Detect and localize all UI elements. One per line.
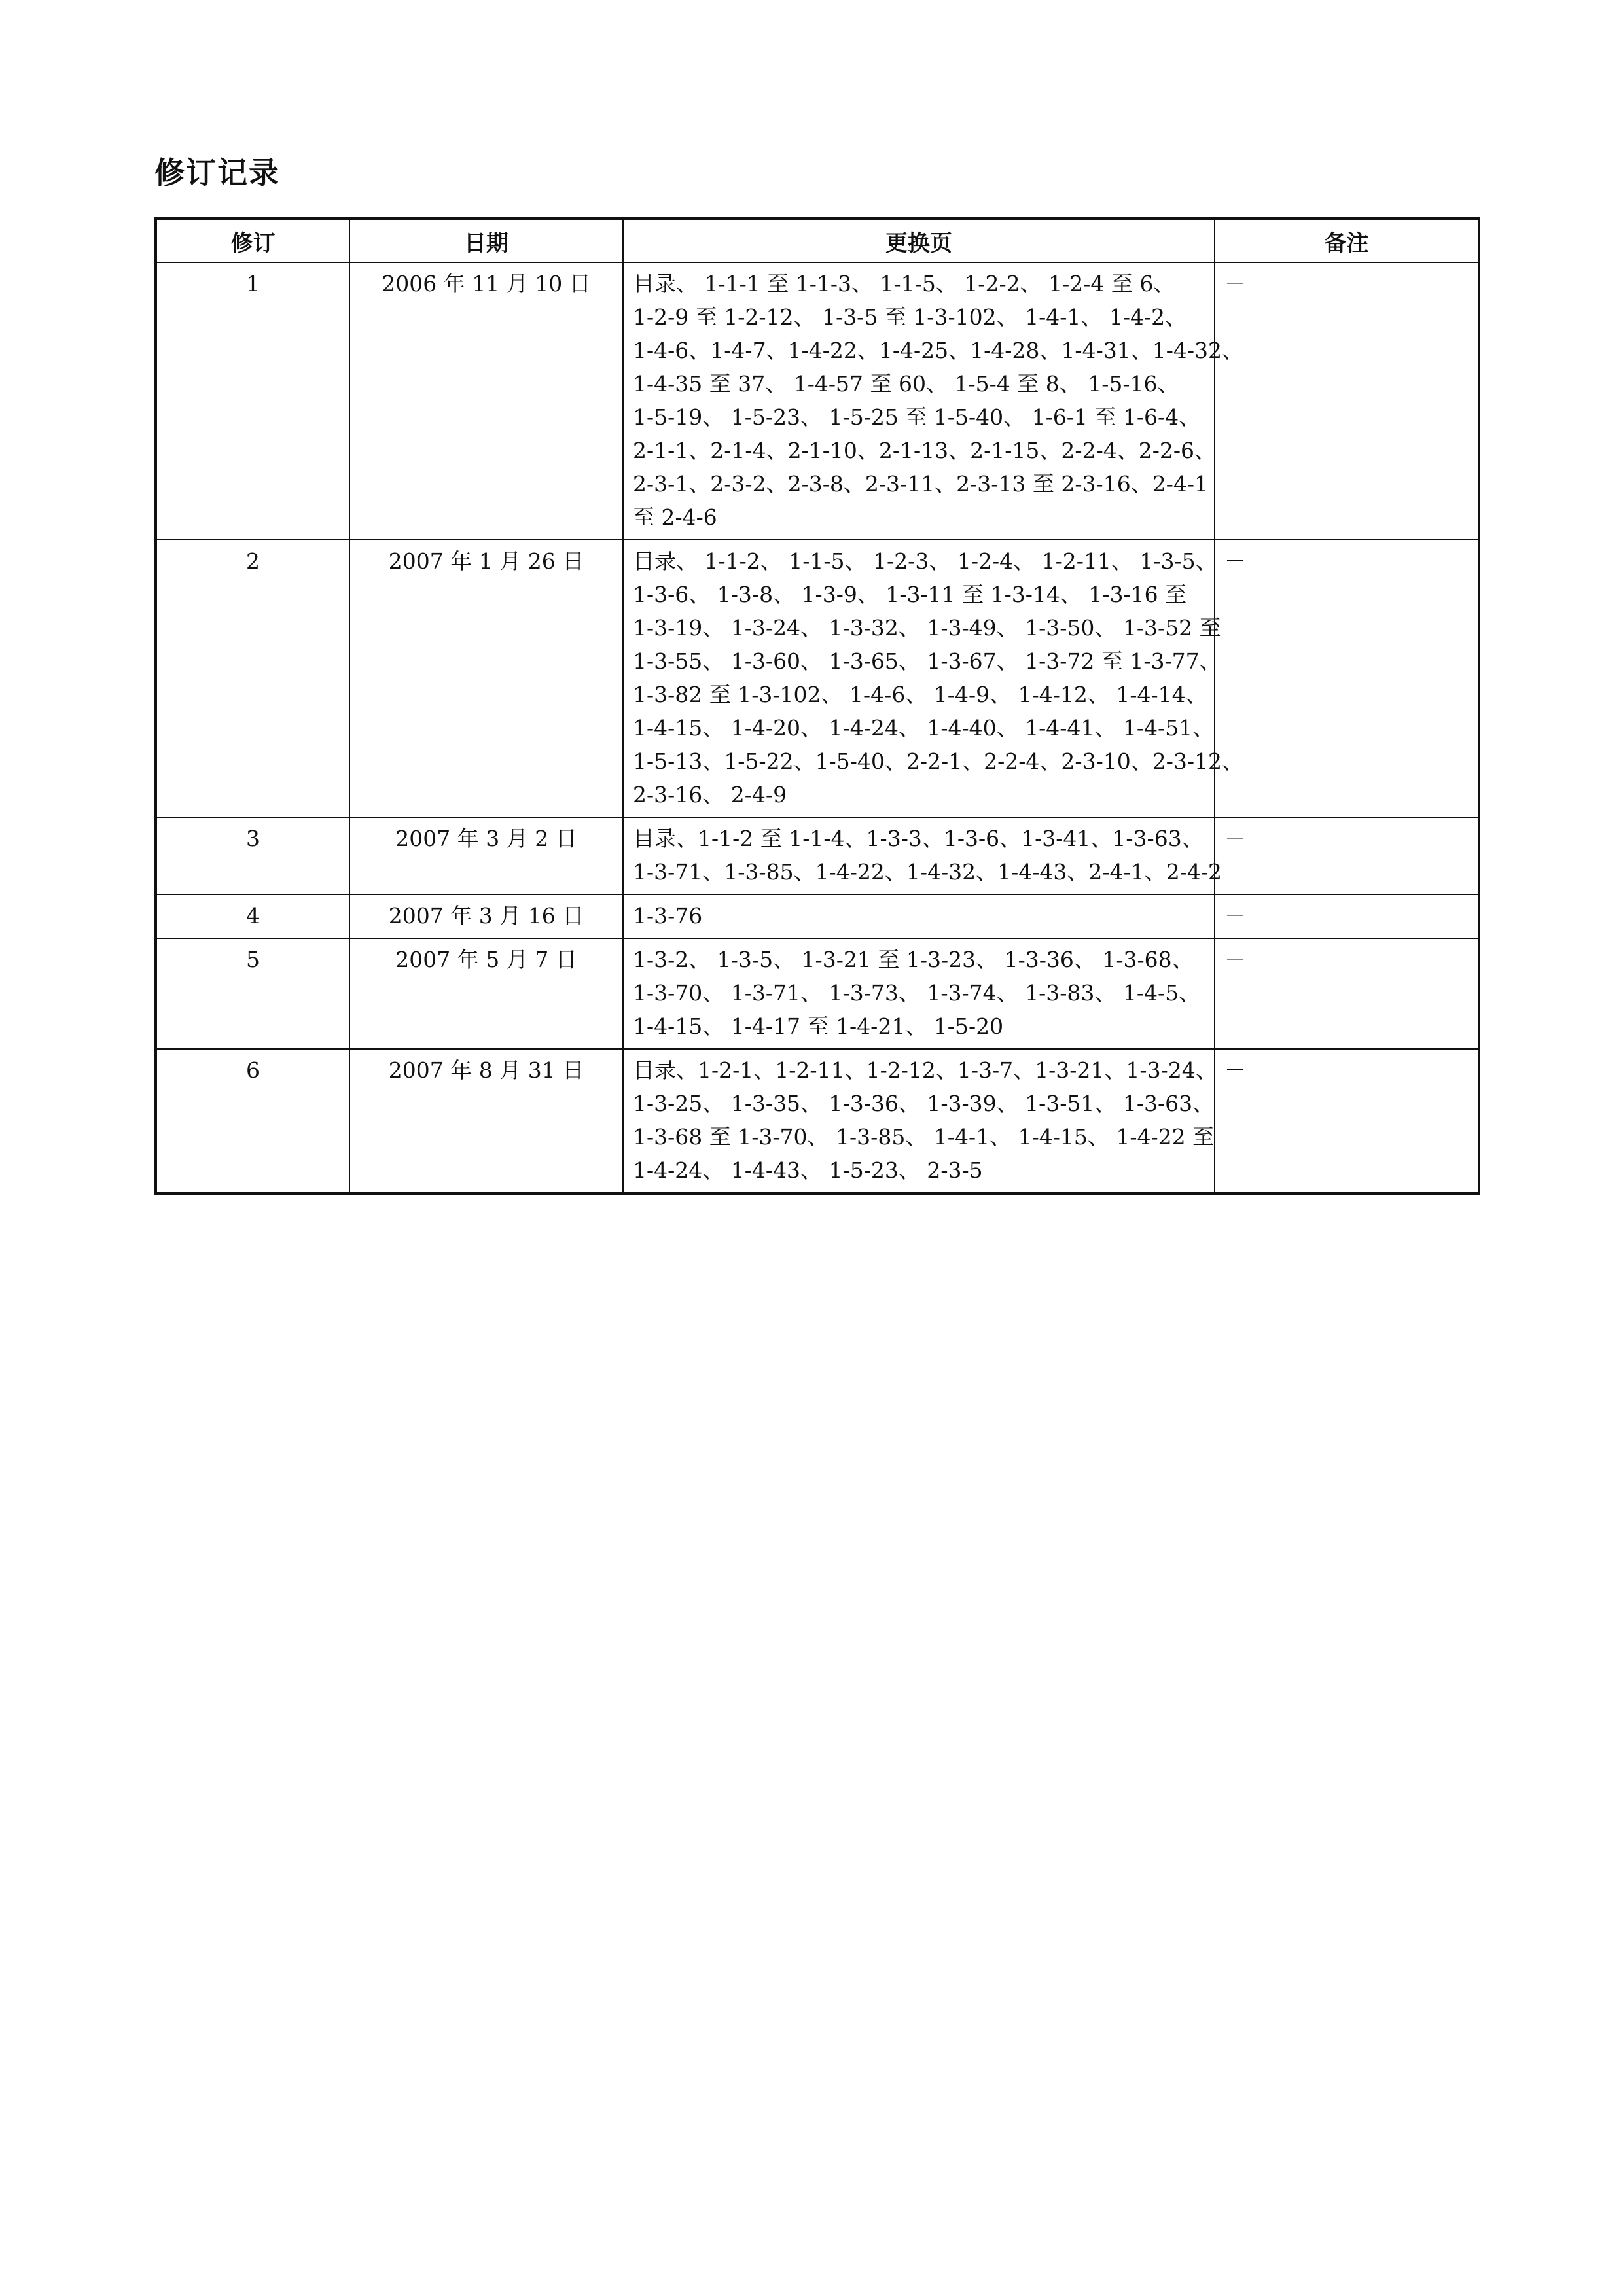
table-header-row <box>156 219 1479 262</box>
changed-pages-line: 目录、1-2-1、1-2-11、1-2-12、1-3-7、1-3-21、1-3-24、 <box>633 1057 1217 1083</box>
changed-pages-line: 1-3-6、 1-3-8、 1-3-9、 1-3-11 至 1-3-14、 1-3-16 至 <box>633 582 1187 607</box>
changed-pages-line: 1-5-13、1-5-22、1-5-40、2-2-1、2-2-4、2-3-10、2-3-12、 <box>633 749 1243 774</box>
changed-pages-line: 1-3-76 <box>633 903 703 928</box>
changed-pages-line: 1-3-82 至 1-3-102、 1-4-6、 1-4-9、 1-4-12、 1-4-14、 <box>633 682 1207 707</box>
changed-pages-line: 2-3-16、 2-4-9 <box>633 782 787 807</box>
changed-pages-line: 1-4-15、 1-4-20、 1-4-24、 1-4-40、 1-4-41、 1-4-51、 <box>633 715 1215 741</box>
revision-date: 2007 年 5 月 7 日 <box>349 938 623 1049</box>
revision-date: 2006 年 11 月 10 日 <box>349 262 623 540</box>
changed-pages-line: 至 2-4-6 <box>633 504 717 530</box>
revision-number: 5 <box>156 938 349 1049</box>
changed-pages-cell <box>623 1049 1215 1193</box>
table-row <box>156 262 1479 540</box>
table-row <box>156 1049 1479 1193</box>
changed-pages-line: 1-3-70、 1-3-71、 1-3-73、 1-3-74、 1-3-83、 1-4-5、 <box>633 980 1201 1006</box>
header-revision: 修订 <box>156 219 349 262</box>
changed-pages-line: 目录、 1-1-2、 1-1-5、 1-2-3、 1-2-4、 1-2-11、 1-3-5、 <box>633 548 1217 574</box>
remarks-cell: － <box>1215 1049 1479 1193</box>
changed-pages-line: 1-3-25、 1-3-35、 1-3-36、 1-3-39、 1-3-51、 1-3-63、 <box>633 1091 1215 1116</box>
changed-pages-line: 1-4-15、 1-4-17 至 1-4-21、 1-5-20 <box>633 1014 1004 1039</box>
remarks-cell: － <box>1215 938 1479 1049</box>
table-row <box>156 938 1479 1049</box>
changed-pages-line: 1-4-6、1-4-7、1-4-22、1-4-25、1-4-28、1-4-31、1-4-32、 <box>633 338 1243 363</box>
revision-number: 3 <box>156 817 349 894</box>
changed-pages-cell <box>623 938 1215 1049</box>
changed-pages-line: 1-3-68 至 1-3-70、 1-3-85、 1-4-1、 1-4-15、 1-4-22 至 <box>633 1124 1215 1150</box>
changed-pages-line: 1-3-55、 1-3-60、 1-3-65、 1-3-67、 1-3-72 至 1-3-77、 <box>633 648 1221 674</box>
revision-number: 2 <box>156 540 349 817</box>
remarks-cell: － <box>1215 540 1479 817</box>
page-title: 修订记录 <box>154 155 280 190</box>
revision-date: 2007 年 1 月 26 日 <box>349 540 623 817</box>
header-changed-pages: 更换页 <box>623 219 1215 262</box>
changed-pages-line: 2-3-1、2-3-2、2-3-8、2-3-11、2-3-13 至 2-3-16、2-4-1 <box>633 471 1208 497</box>
table-row <box>156 817 1479 894</box>
revision-number: 4 <box>156 894 349 938</box>
changed-pages-cell <box>623 262 1243 540</box>
revision-date: 2007 年 8 月 31 日 <box>349 1049 623 1193</box>
changed-pages-cell <box>623 894 1215 938</box>
header-remarks: 备注 <box>1215 219 1479 262</box>
revision-number: 1 <box>156 262 349 540</box>
changed-pages-line: 1-2-9 至 1-2-12、 1-3-5 至 1-3-102、 1-4-1、 1-4-2、 <box>633 304 1187 330</box>
revision-history-table <box>154 217 1480 1195</box>
changed-pages-cell <box>623 817 1222 894</box>
remarks-cell: － <box>1215 262 1479 540</box>
remarks-cell: － <box>1215 817 1479 894</box>
revision-date: 2007 年 3 月 2 日 <box>349 817 623 894</box>
remarks-cell: － <box>1215 894 1479 938</box>
header-date: 日期 <box>349 219 623 262</box>
table-row <box>156 540 1479 817</box>
changed-pages-line: 1-3-71、1-3-85、1-4-22、1-4-32、1-4-43、2-4-1、2-4-2 <box>633 859 1222 885</box>
changed-pages-line: 1-3-2、 1-3-5、 1-3-21 至 1-3-23、 1-3-36、 1-3-68、 <box>633 947 1194 972</box>
changed-pages-line: 1-4-35 至 37、 1-4-57 至 60、 1-5-4 至 8、 1-5-16、 <box>633 371 1179 397</box>
changed-pages-cell <box>623 540 1243 817</box>
changed-pages-line: 1-3-19、 1-3-24、 1-3-32、 1-3-49、 1-3-50、 1-3-52 至 <box>633 615 1221 641</box>
changed-pages-line: 目录、1-1-2 至 1-1-4、1-3-3、1-3-6、1-3-41、1-3-63、 <box>633 826 1204 851</box>
changed-pages-line: 目录、 1-1-1 至 1-1-3、 1-1-5、 1-2-2、 1-2-4 至 6、 <box>633 271 1175 296</box>
table-row <box>156 894 1479 938</box>
changed-pages-line: 1-4-24、 1-4-43、 1-5-23、 2-3-5 <box>633 1157 983 1183</box>
revision-number: 6 <box>156 1049 349 1193</box>
revision-rows <box>156 262 1479 1193</box>
changed-pages-line: 1-5-19、 1-5-23、 1-5-25 至 1-5-40、 1-6-1 至 1-6-4、 <box>633 404 1201 430</box>
changed-pages-line: 2-1-1、2-1-4、2-1-10、2-1-13、2-1-15、2-2-4、2-2-6、 <box>633 438 1216 463</box>
revision-date: 2007 年 3 月 16 日 <box>349 894 623 938</box>
